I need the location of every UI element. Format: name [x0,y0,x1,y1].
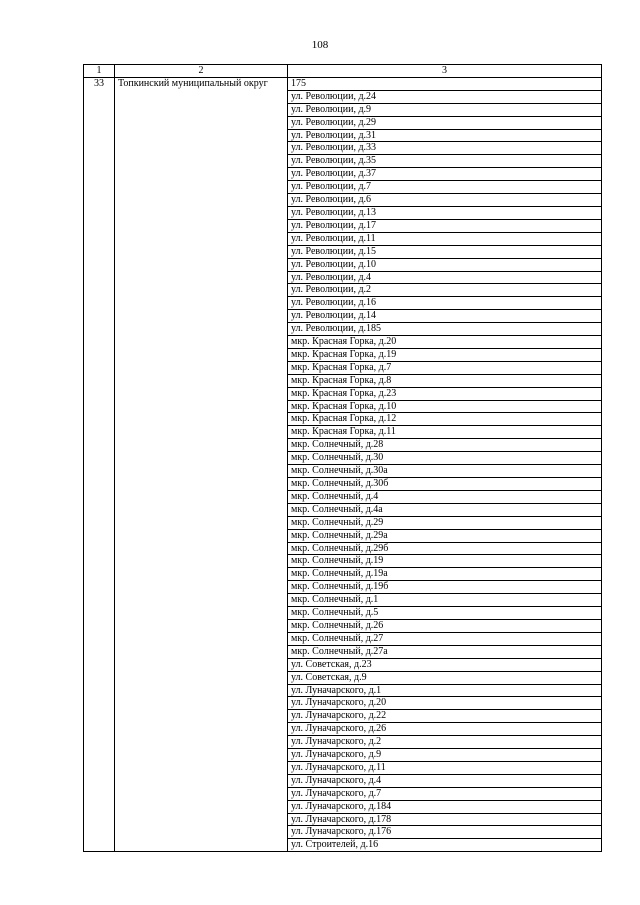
address-cell: ул. Революции, д.35 [288,155,602,168]
header-cell-2: 2 [115,65,288,78]
address-cell: ул. Революции, д.15 [288,245,602,258]
address-cell: мкр. Солнечный, д.27 [288,632,602,645]
address-cell: ул. Революции, д.17 [288,219,602,232]
address-cell: ул. Луначарского, д.11 [288,761,602,774]
address-cell: мкр. Красная Горка, д.12 [288,413,602,426]
address-cell: ул. Советская, д.9 [288,671,602,684]
address-cell: мкр. Солнечный, д.4 [288,490,602,503]
address-cell: ул. Революции, д.185 [288,323,602,336]
address-cell: ул. Революции, д.11 [288,232,602,245]
address-cell: ул. Луначарского, д.1 [288,684,602,697]
address-cell: ул. Советская, д.23 [288,658,602,671]
address-cell: ул. Строителей, д.16 [288,839,602,852]
address-cell: ул. Революции, д.37 [288,168,602,181]
address-cell: мкр. Красная Горка, д.20 [288,336,602,349]
address-cell: мкр. Солнечный, д.19б [288,581,602,594]
address-cell: мкр. Солнечный, д.30б [288,478,602,491]
address-cell: ул. Революции, д.29 [288,116,602,129]
address-cell: мкр. Красная Горка, д.23 [288,387,602,400]
address-cell: мкр. Солнечный, д.26 [288,619,602,632]
address-cell: мкр. Солнечный, д.29 [288,516,602,529]
header-cell-3: 3 [288,65,602,78]
address-cell: мкр. Красная Горка, д.19 [288,348,602,361]
address-cell: ул. Луначарского, д.178 [288,813,602,826]
address-cell: мкр. Солнечный, д.27а [288,645,602,658]
row-number-cell: 33 [84,77,115,851]
address-cell: мкр. Солнечный, д.19а [288,568,602,581]
address-cell: мкр. Солнечный, д.28 [288,439,602,452]
page-number: 108 [311,39,329,51]
address-cell: ул. Революции, д.4 [288,271,602,284]
address-cell: ул. Луначарского, д.22 [288,710,602,723]
header-row [84,65,602,78]
address-cell: мкр. Солнечный, д.1 [288,594,602,607]
address-cell: мкр. Красная Горка, д.7 [288,361,602,374]
address-cell: ул. Революции, д.10 [288,258,602,271]
address-cell: ул. Луначарского, д.9 [288,749,602,762]
address-cell: мкр. Красная Горка, д.8 [288,374,602,387]
address-cell: мкр. Солнечный, д.29а [288,529,602,542]
header-cell-1: 1 [84,65,115,78]
address-cell: ул. Революции, д.14 [288,310,602,323]
address-cell: ул. Луначарского, д.4 [288,774,602,787]
address-cell: 175 [288,77,602,90]
address-cell: ул. Революции, д.16 [288,297,602,310]
address-cell: ул. Революции, д.9 [288,103,602,116]
address-cell: ул. Революции, д.33 [288,142,602,155]
address-cell: мкр. Солнечный, д.29б [288,542,602,555]
table-row [84,77,602,90]
address-cell: мкр. Солнечный, д.30а [288,465,602,478]
address-cell: мкр. Солнечный, д.5 [288,607,602,620]
address-cell: ул. Луначарского, д.26 [288,723,602,736]
address-cell: ул. Луначарского, д.20 [288,697,602,710]
address-cell: мкр. Красная Горка, д.11 [288,426,602,439]
address-cell: ул. Луначарского, д.2 [288,736,602,749]
address-table [83,64,602,852]
address-cell: мкр. Солнечный, д.4а [288,503,602,516]
address-cell: мкр. Солнечный, д.30 [288,452,602,465]
address-cell: ул. Революции, д.31 [288,129,602,142]
district-cell: Топкинский муниципальный округ [115,77,288,851]
address-cell: ул. Революции, д.24 [288,90,602,103]
address-cell: ул. Луначарского, д.184 [288,800,602,813]
address-cell: ул. Луначарского, д.7 [288,787,602,800]
address-cell: ул. Луначарского, д.176 [288,826,602,839]
address-cell: мкр. Солнечный, д.19 [288,555,602,568]
address-cell: ул. Революции, д.7 [288,181,602,194]
address-cell: ул. Революции, д.2 [288,284,602,297]
address-cell: ул. Революции, д.6 [288,194,602,207]
address-cell: ул. Революции, д.13 [288,206,602,219]
address-cell: мкр. Красная Горка, д.10 [288,400,602,413]
